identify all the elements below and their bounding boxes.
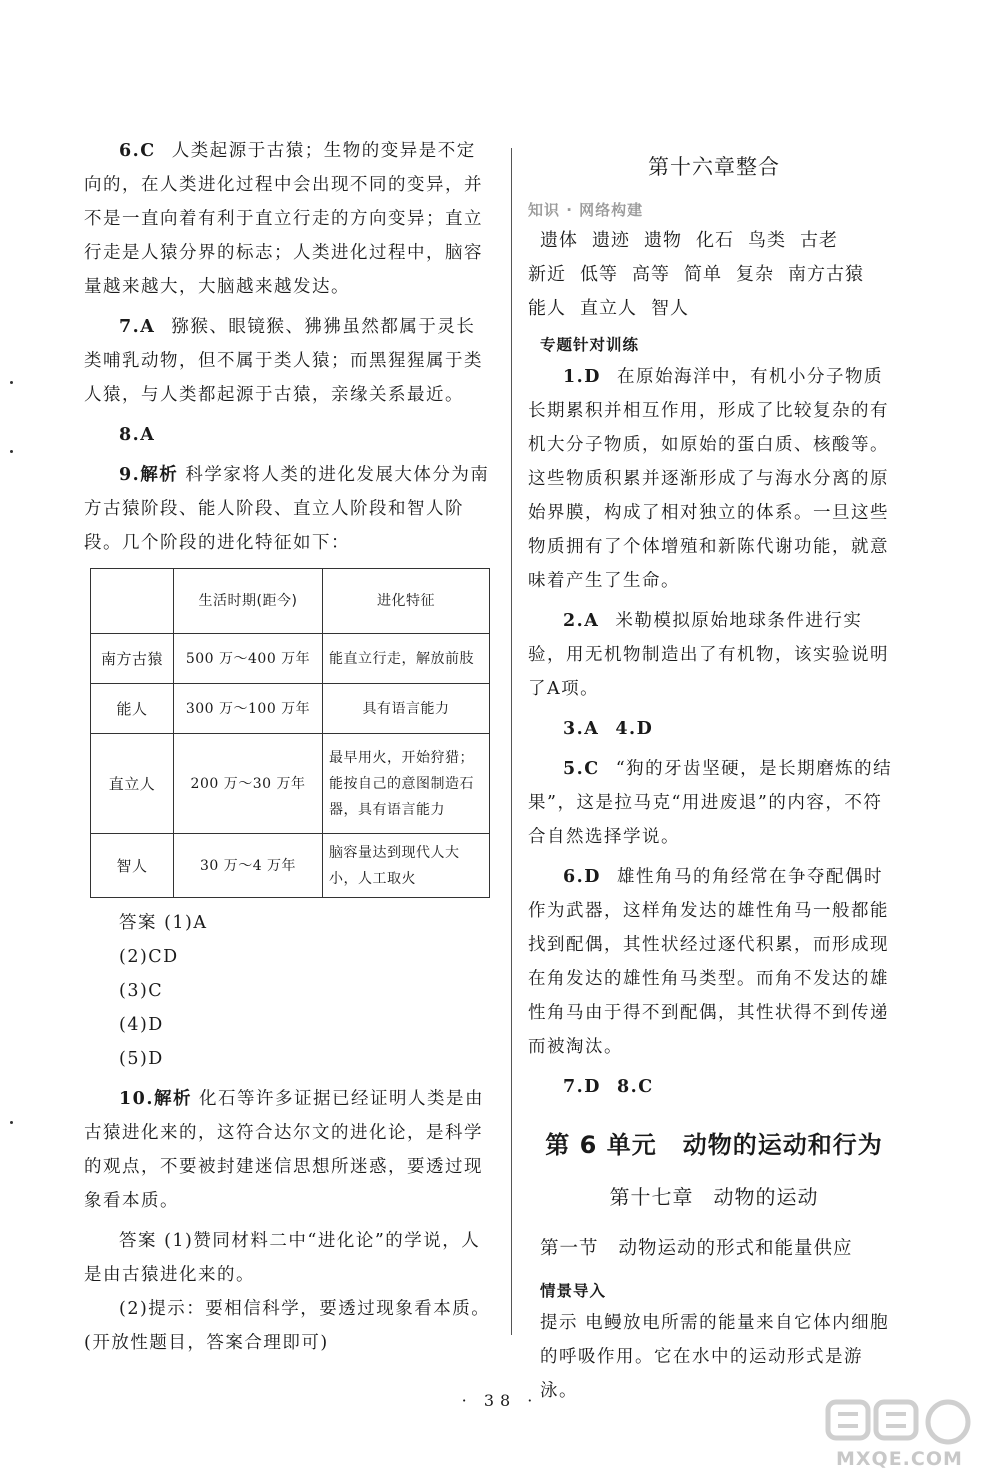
keyword: 古老 bbox=[800, 230, 838, 251]
keyword: 化石 bbox=[696, 230, 734, 251]
question-number: 7.A bbox=[119, 317, 156, 337]
table-cell-stage: 直立人 bbox=[91, 734, 174, 834]
table-header: 生活时期(距今) bbox=[174, 569, 323, 634]
keyword: 复杂 bbox=[736, 264, 774, 285]
scan-dot bbox=[10, 381, 13, 384]
keyword-line bbox=[528, 292, 900, 326]
table-cell-feature: 能直立行走，解放前肢 bbox=[323, 634, 490, 684]
evolution-table bbox=[90, 568, 490, 898]
answer-q5 bbox=[528, 752, 900, 854]
analysis-tag: 解析 bbox=[153, 1089, 192, 1109]
keyword: 鸟类 bbox=[748, 230, 786, 251]
question-number: 2.A bbox=[563, 611, 600, 631]
question-number: 1.D bbox=[563, 367, 601, 387]
answer-q8 bbox=[84, 418, 494, 452]
keyword: 直立人 bbox=[580, 298, 637, 319]
question-number: 7.D bbox=[563, 1077, 601, 1097]
table-row bbox=[91, 834, 490, 898]
keyword: 智人 bbox=[651, 298, 689, 319]
question-number: 10. bbox=[119, 1089, 154, 1109]
table-header bbox=[91, 569, 174, 634]
table-header: 进化特征 bbox=[323, 569, 490, 634]
answer-item: (4)D bbox=[119, 1015, 164, 1035]
hint-label: 提示 bbox=[540, 1313, 578, 1333]
answer-q3-q4 bbox=[528, 712, 900, 746]
answer-q9 bbox=[84, 458, 494, 560]
answer-note: (开放性题目，答案合理即可) bbox=[84, 1333, 329, 1353]
page-number: · 38 · bbox=[461, 1391, 539, 1410]
answer-q6 bbox=[84, 134, 494, 304]
knowledge-network-title: 知识 · 网络构建 bbox=[528, 201, 644, 219]
answer-text: 化石等许多证据已经证明人类是由古猿进化来的，这符合达尔文的进化论，是科学的观点，不要被封建迷信思想所迷惑，要透过现象看本质。 bbox=[84, 1089, 485, 1211]
chapter-number: 第十七章 bbox=[609, 1185, 694, 1209]
answer-item: (5)D bbox=[119, 1049, 164, 1069]
table-cell-period: 200 万～30 万年 bbox=[174, 734, 323, 834]
answer-text: (2)提示：要相信科学，要透过现象看本质。 bbox=[119, 1299, 491, 1319]
question-number: 9. bbox=[119, 465, 141, 485]
scan-dot bbox=[10, 1121, 13, 1124]
question-number: 4.D bbox=[615, 719, 654, 739]
chapter-16-title: 第十六章整合 bbox=[648, 155, 780, 179]
answer-text: “狗的牙齿坚硬，是长期磨炼的结果”，这是拉马克“用进废退”的内容，不符合自然选择学说。 bbox=[528, 759, 893, 847]
analysis-tag: 解析 bbox=[140, 465, 179, 485]
question-number: 3.A bbox=[563, 719, 600, 739]
table-cell-stage: 智人 bbox=[91, 834, 174, 898]
table-cell-period: 300 万～100 万年 bbox=[174, 684, 323, 734]
keyword: 高等 bbox=[632, 264, 670, 285]
keyword: 南方古猿 bbox=[788, 264, 864, 285]
section-number: 第一节 bbox=[540, 1238, 599, 1259]
answer-q2 bbox=[528, 604, 900, 706]
training-title: 专题针对训练 bbox=[540, 336, 640, 354]
keyword: 低等 bbox=[580, 264, 618, 285]
unit-6-title bbox=[528, 1128, 900, 1162]
answer-text: 米勒模拟原始地球条件进行实验，用无机物制造出了有机物，该实验说明了A项。 bbox=[528, 611, 889, 699]
answer-label: 答案 bbox=[119, 913, 157, 933]
keyword: 遗迹 bbox=[592, 230, 630, 251]
keyword: 遗物 bbox=[644, 230, 682, 251]
table-cell-feature: 脑容量达到现代人大小，人工取火 bbox=[323, 834, 490, 898]
question-number: 6.D bbox=[563, 867, 601, 887]
unit-number: 第 6 单元 bbox=[545, 1131, 657, 1159]
table-cell-feature: 最早用火，开始狩猎；能按自己的意图制造石器，具有语言能力 bbox=[323, 734, 490, 834]
keyword: 新近 bbox=[528, 264, 566, 285]
answer-10-block bbox=[84, 1224, 494, 1292]
question-number: 6.C bbox=[119, 141, 156, 161]
keyword: 遗体 bbox=[540, 230, 578, 251]
section-1-title bbox=[540, 1232, 900, 1266]
scan-dot bbox=[10, 450, 13, 453]
unit-title: 动物的运动和行为 bbox=[682, 1131, 883, 1159]
chapter-title: 动物的运动 bbox=[713, 1185, 819, 1209]
answer-text: (1)赞同材料二中“进化论”的学说，人是由古猿进化来的。 bbox=[84, 1231, 481, 1285]
table-row bbox=[91, 734, 490, 834]
chapter-17-title bbox=[528, 1180, 900, 1214]
column-divider bbox=[511, 148, 512, 1335]
question-number: 8.C bbox=[616, 1077, 654, 1097]
hint-text: 电鳗放电所需的能量来自它体内细胞的呼吸作用。它在水中的运动形式是游泳。 bbox=[540, 1313, 890, 1401]
answer-item: (3)C bbox=[119, 981, 164, 1001]
answer-item: (2)CD bbox=[119, 947, 179, 967]
answer-text: 在原始海洋中，有机小分子物质长期累积并相互作用，形成了比较复杂的有机大分子物质，如原始的蛋白质、核酸等。这些物质积累并逐渐形成了与海水分离的原始界膜，构成了相对独立的体系。一旦这些物质拥有了个体增殖和新陈代谢功能，就意味着产生了生命。 bbox=[528, 367, 889, 591]
right-column bbox=[528, 146, 900, 1408]
table-row bbox=[91, 684, 490, 734]
answer-text: 人类起源于古猿；生物的变异是不定向的，在人类进化过程中会出现不同的变异，并不是一直向着有利于直立行走的方向变异；直立行走是人猿分界的标志；人类进化过程中，脑容量越来越大，大脑越来越发达。 bbox=[84, 141, 483, 297]
table-cell-period: 500 万～400 万年 bbox=[174, 634, 323, 684]
left-column bbox=[84, 134, 494, 1360]
watermark-text: MXQE.COM bbox=[836, 1448, 963, 1470]
answer-q1 bbox=[528, 360, 900, 598]
answer-text: 科学家将人类的进化发展大体分为南方古猿阶段、能人阶段、直立人阶段和智人阶段。几个阶段的进化特征如下： bbox=[84, 465, 490, 553]
table-cell-feature: 具有语言能力 bbox=[323, 684, 490, 734]
keyword: 能人 bbox=[528, 298, 566, 319]
keyword: 简单 bbox=[684, 264, 722, 285]
answer-text: 雄性角马的角经常在争夺配偶时作为武器，这样角发达的雄性角马一般都能找到配偶，其性状经过逐代积累，而形成现在角发达的雄性角马类型。而角不发达的雄性角马由于得不到配偶，其性状得不到传递而被淘汰。 bbox=[528, 867, 889, 1057]
answer-item: (1)A bbox=[164, 913, 208, 933]
table-header-row bbox=[91, 569, 490, 634]
keyword-line bbox=[528, 224, 900, 258]
answer-q7 bbox=[84, 310, 494, 412]
question-number: 5.C bbox=[563, 759, 600, 779]
keyword-line bbox=[528, 258, 900, 292]
answer-label: 答案 bbox=[119, 1231, 157, 1251]
answer-q7-q8 bbox=[528, 1070, 900, 1104]
question-number: 8.A bbox=[119, 425, 156, 445]
table-cell-period: 30 万～4 万年 bbox=[174, 834, 323, 898]
section-title: 动物运动的形式和能量供应 bbox=[618, 1238, 853, 1259]
scene-intro-title: 情景导入 bbox=[540, 1282, 607, 1300]
answer-q10 bbox=[84, 1082, 494, 1218]
table-cell-stage: 南方古猿 bbox=[91, 634, 174, 684]
answer-text: 猕猴、眼镜猴、狒狒虽然都属于灵长类哺乳动物，但不属于类人猿；而黑猩猩属于类人猿，与人类都起源于古猿，亲缘关系最近。 bbox=[84, 317, 483, 405]
table-row bbox=[91, 634, 490, 684]
answer-9-block bbox=[84, 906, 494, 940]
answer-q6 bbox=[528, 860, 900, 1064]
table-cell-stage: 能人 bbox=[91, 684, 174, 734]
